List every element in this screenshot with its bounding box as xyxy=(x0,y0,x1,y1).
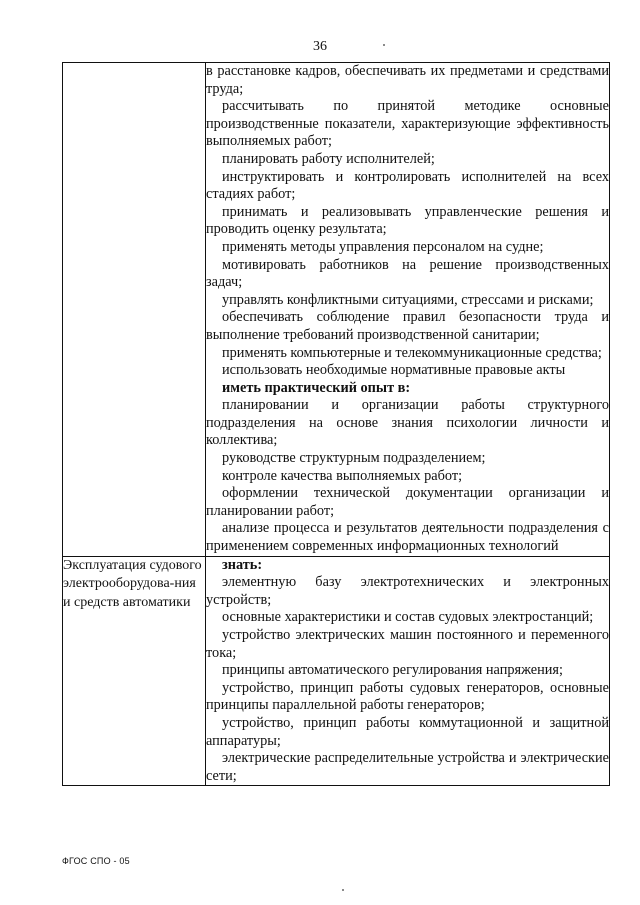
list-item: устройство, принцип работы коммутационной и защитной аппаратуры; xyxy=(206,714,609,749)
row2-right-cell xyxy=(206,556,610,786)
list-item: планировать работу исполнителей; xyxy=(222,150,435,167)
row1-paragraphs xyxy=(206,63,609,556)
list-item: основные характеристики и состав судовых электростанций; xyxy=(222,609,594,626)
list-item: инструктировать и контролировать исполнителей на всех стадиях работ; xyxy=(206,168,609,203)
list-item: устройство, принцип работы судовых генераторов, основные принципы параллельной работы генераторов; xyxy=(206,679,609,714)
scan-speck xyxy=(383,44,385,46)
section-heading: иметь практический опыт в: xyxy=(222,379,411,396)
list-item: анализе процесса и результатов деятельности подразделения с применением современных информационных технологий xyxy=(206,520,609,555)
list-item: принимать и реализовывать управленческие решения и проводить оценку результата; xyxy=(206,203,609,238)
list-item: применять методы управления персоналом на судне; xyxy=(222,238,544,255)
list-item: принципы автоматического регулирования напряжения; xyxy=(222,662,563,679)
document-footer: ФГОС СПО - 05 xyxy=(62,856,130,866)
section-heading: знать: xyxy=(222,556,263,573)
list-item: устройство электрических машин постоянного и переменного тока; xyxy=(206,627,609,661)
list-item: оформлении технической документации организации и планировании работ; xyxy=(206,485,609,519)
table-row xyxy=(63,63,610,557)
row2-paragraphs xyxy=(206,557,609,786)
list-item: в расстановке кадров, обеспечивать их предметами и средствами труда; xyxy=(206,63,609,97)
list-item: рассчитывать по принятой методике основные производственные показатели, характеризующие эффективность выполняемых работ; xyxy=(206,98,609,150)
competency-table xyxy=(62,62,610,786)
list-item: электрические распределительные устройства и электрические сети; xyxy=(206,750,609,784)
list-item: использовать необходимые нормативные правовые акты xyxy=(222,362,566,379)
row1-left-cell xyxy=(63,63,206,557)
row2-left-cell: Эксплуатация судового электрооборудова-ния и средств автоматики xyxy=(63,556,206,786)
list-item: планировании и организации работы структурного подразделения на основе знания психологии личности и коллектива; xyxy=(206,397,609,449)
page-number: 36 xyxy=(313,39,327,54)
list-item: контроле качества выполняемых работ; xyxy=(222,467,463,484)
list-item: обеспечивать соблюдение правил безопасности труда и выполнение требований производственной санитарии; xyxy=(206,309,609,343)
row1-right-cell xyxy=(206,63,610,557)
list-item: применять компьютерные и телекоммуникационные средства; xyxy=(222,344,602,361)
list-item: управлять конфликтными ситуациями, стрессами и рисками; xyxy=(222,291,594,308)
list-item: мотивировать работников на решение производственных задач; xyxy=(206,256,609,291)
list-item: элементную базу электротехнических и электронных устройств; xyxy=(206,574,609,608)
list-item: руководстве структурным подразделением; xyxy=(222,450,486,467)
scan-speck xyxy=(342,889,344,891)
table-row xyxy=(63,556,610,786)
